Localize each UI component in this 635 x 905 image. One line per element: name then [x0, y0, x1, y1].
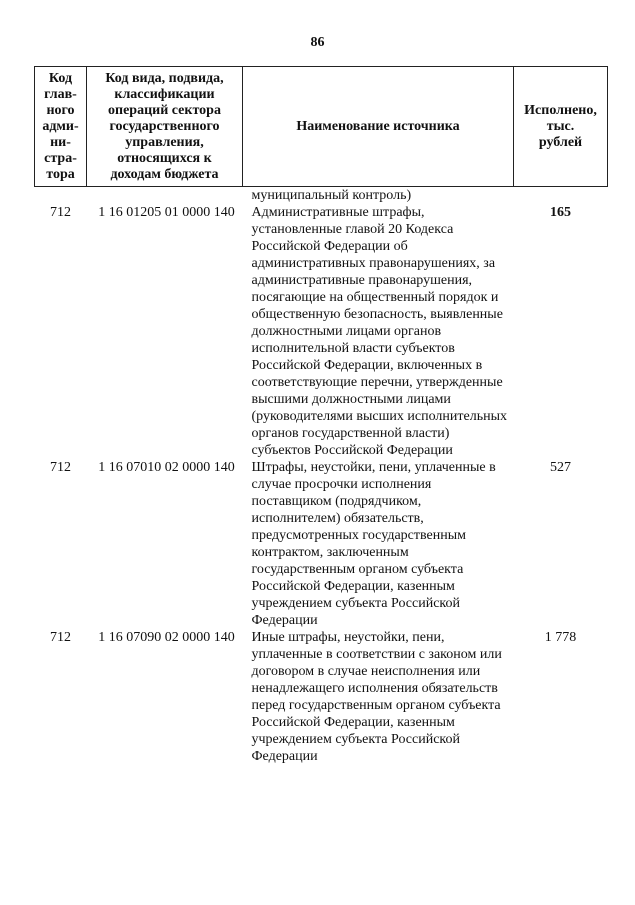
row-admin-code: 712: [50, 460, 71, 475]
row-admin-code: 712: [50, 630, 71, 645]
header-row: [35, 67, 608, 187]
table-row: [35, 204, 608, 459]
header-classification-code: Код вида, подвида, классификации операций сектора государственного управления, относящихся к доходам бюджета: [87, 67, 243, 187]
page-number: 86: [310, 35, 325, 50]
header-amount: Исполнено, тыс. рублей: [514, 67, 608, 187]
continuation-row: [35, 187, 608, 205]
header-admin-code: Код глав- ного адми- ни- стра- тора: [35, 67, 87, 187]
row-admin-code: 712: [50, 205, 71, 220]
row-classification-code: 1 16 07010 02 0000 140: [98, 460, 235, 475]
row-amount: 527: [550, 460, 571, 475]
table-header: [35, 67, 608, 187]
row-classification-code: 1 16 07090 02 0000 140: [98, 630, 235, 645]
revenue-sources-table: [34, 66, 608, 765]
row-source-name: Иные штрафы, неустойки, пени, уплаченные в соответствии с законом или договором в случае неисполнения или ненадлежащего исполнения обязательств перед государственным органом субъекта Российской Федерации, казенным учреждением субъекта Российской Федерации: [251, 630, 502, 764]
table-row: [35, 629, 608, 765]
row-classification-code: 1 16 01205 01 0000 140: [98, 205, 235, 220]
table-row: [35, 459, 608, 629]
row-source-name: Штрафы, неустойки, пени, уплаченные в случае просрочки исполнения поставщиком (подрядчиком, исполнителем) обязательств, предусмотренных государственным контрактом, заключенным государственным органом субъекта Российской Федерации, казенным учреждением субъекта Российской Федерации: [251, 460, 496, 628]
header-source-name: Наименование источника: [243, 67, 514, 187]
continuation-text: муниципальный контроль): [251, 188, 412, 203]
row-amount: 1 778: [544, 630, 577, 645]
row-amount: 165: [550, 205, 571, 220]
row-source-name: Административные штрафы, установленные главой 20 Кодекса Российской Федерации об административных правонарушениях, за административные правонарушения, посягающие на общественный порядок и общественную безопасность, выявленные должностными лицами органов исполнительной власти субъектов Российской Федерации, включенных в соответствующие перечни, утвержденные высшими должностными лицами (руководителями высших исполнительных органов государственной власти) субъектов Российской Федерации: [251, 205, 507, 458]
